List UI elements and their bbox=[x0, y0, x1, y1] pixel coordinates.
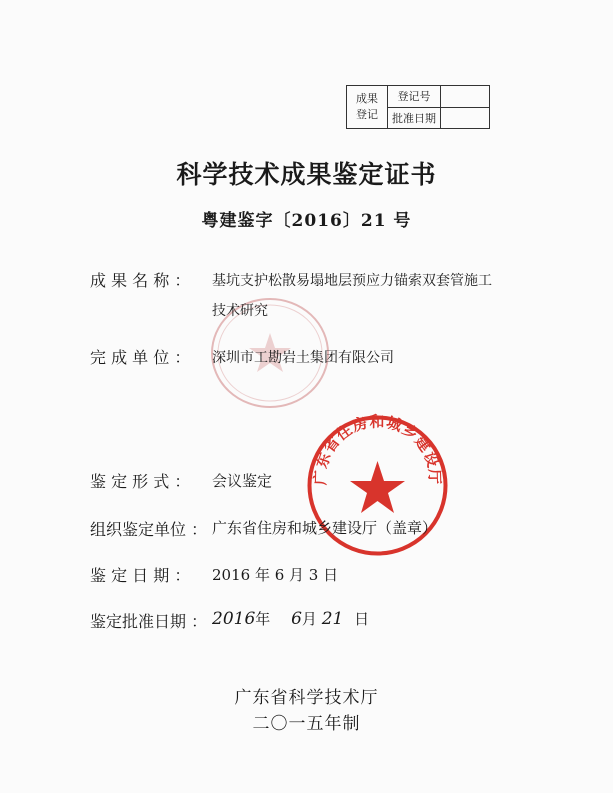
year-unit: 年 bbox=[255, 610, 271, 628]
issuer: 广东省科学技术厅 bbox=[234, 688, 379, 708]
approval-date-field-value bbox=[212, 608, 369, 629]
issue-year: 二〇一五年制 bbox=[252, 714, 361, 734]
result-name-line1: 基坑支护松散易塌地层预应力锚索双套管施工 bbox=[212, 273, 492, 289]
result-name-line2: 技术研究 bbox=[212, 303, 268, 319]
svg-text:广东省住房和城乡建设厅: 广东省住房和城乡建设厅 bbox=[311, 413, 444, 486]
registration-number-label: 登记号 bbox=[388, 86, 441, 108]
organizing-unit-value: 广东省住房和城乡建设厅（盖章） bbox=[212, 519, 438, 537]
certificate-title: 科学技术成果鉴定证书 bbox=[176, 160, 437, 189]
organizing-unit-label: 组织鉴定单位 ： bbox=[90, 520, 208, 539]
approval-date-field-label: 鉴定批准日期 ： bbox=[90, 612, 208, 631]
approval-month: 6 bbox=[291, 609, 302, 629]
result-name-label: 成 果 名 称 ： bbox=[90, 271, 191, 290]
approval-year: 2016 bbox=[212, 609, 256, 629]
completing-unit-label: 完 成 单 位 ： bbox=[90, 348, 191, 367]
registration-number-value bbox=[441, 86, 490, 108]
appraisal-date-label: 鉴 定 日 期 ： bbox=[90, 566, 191, 585]
registration-box bbox=[346, 85, 490, 129]
month-unit: 月 bbox=[301, 610, 317, 628]
registration-heading: 成果 登记 bbox=[347, 86, 388, 129]
appraisal-form-label: 鉴 定 形 式 ： bbox=[90, 472, 191, 491]
approval-date-value bbox=[441, 107, 490, 129]
approval-date-label: 批准日期 bbox=[388, 107, 441, 129]
approval-day: 21 bbox=[321, 609, 344, 629]
appraisal-form-value: 会议鉴定 bbox=[212, 472, 273, 490]
completing-unit-value: 深圳市工勘岩土集团有限公司 bbox=[212, 350, 394, 366]
appraisal-date-value: 2016 年 6 月 3 日 bbox=[212, 566, 339, 584]
day-unit: 日 bbox=[354, 610, 370, 628]
document-number: 粤建鉴字〔2016〕21 号 bbox=[201, 211, 412, 231]
